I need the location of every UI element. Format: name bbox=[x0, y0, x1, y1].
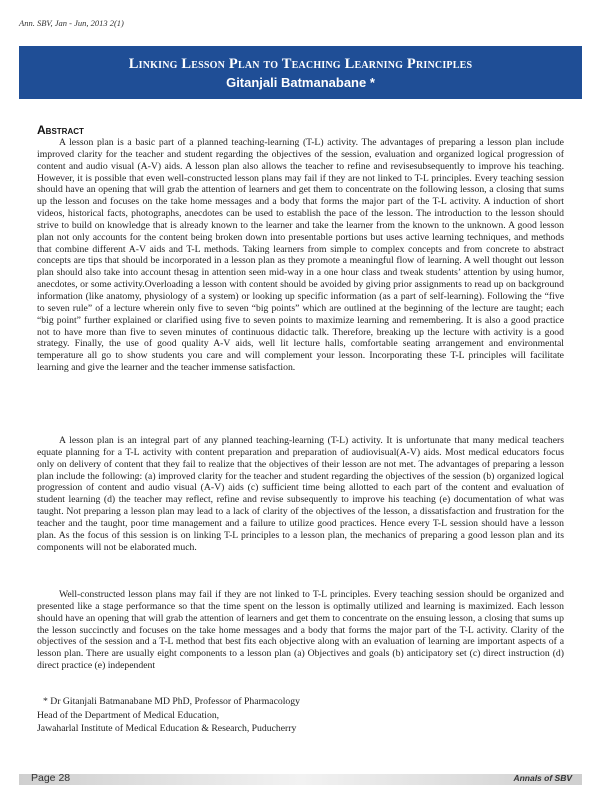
author-name: Gitanjali Batmanabane * bbox=[226, 75, 375, 90]
footnote-line: * Dr Gitanjali Batmanabane MD PhD, Professor of Pharmacology bbox=[43, 696, 300, 707]
author-footnote bbox=[37, 695, 417, 736]
abstract-heading: Abstract bbox=[37, 123, 84, 137]
footer-band bbox=[19, 774, 582, 785]
body-paragraph: A lesson plan is an integral part of any planned teaching-learning (T-L) activity. It is unfortunate that many medical teachers equate planning for a T-L activity with content preparation and preparation of audiovisual(A-V) aids. Most medical educators focus only on delivery of content that they fail to realize that the objectives of their lesson are not met. The advantages of preparing a lesson plan include the following: (a) improved clarity for the teacher and student regarding the objectives of the session (b) organized logical progression of content and audio visual (A-V) aids (c) sufficient time being allotted to each part of the content and evaluation of student learning (d) the teacher may reflect, refine and revise subsequently to improve his teaching (e) documentation of what was taught. Not preparing a lesson plan may lead to a lack of clarity of the objectives of the lesson, a dissatisfaction and frustration for the teacher and the taught, poor time management and a failure to utilize good practices. Hence every T-L session should have a lesson plan. As the focus of this session is on linking T-L principles to a lesson plan, the mechanics of preparing a good lesson plan and its components will not be elaborated much. bbox=[37, 435, 564, 553]
footer-journal-name: Annals of SBV bbox=[513, 773, 572, 783]
title-band bbox=[19, 46, 582, 99]
article-title: Linking Lesson Plan to Teaching Learning Principles bbox=[128, 56, 473, 72]
body-paragraph: Well-constructed lesson plans may fail if they are not linked to T-L principles. Every teaching session should be organized and presented like a stage performance so that the time spent on the lesson is optimally utilized and learning is maximized. Each lesson should have an opening that will grab the attention of learners and get them to concentrate on the ensuing lesson, a closing that sums up the lesson succinctly and focuses on the take home messages and a body that forms the major part of the T-L activity. Clarity of the objectives of the session and a T-L method that best fits each objective along with an evaluation of learning are important aspects of a lesson plan. There are usually eight components to a lesson plan (a) Objectives and goals (b) anticipatory set (c) direct instruction (d) direct practice (e) independent bbox=[37, 589, 564, 672]
abstract-text: A lesson plan is a basic part of a planned teaching-learning (T-L) activity. The advantages of preparing a lesson plan include improved clarity for the teacher and student regarding the objectives of the session, evaluation and organized logical progression of content and audio visual (A-V) aids. A lesson plan also allows the teacher to refine and revisesubsequently to improve his teaching. However, it is possible that even well-constructed lesson plans may fail if they are not linked to T-L principles. Every teaching session should have an opening that will grab the attention of learners and get them to concentrate on the following lesson, a closing that sums up the lesson and focuses on the take home messages and a body that forms the major part of the T-L activity. A induction of short videos, historical facts, photographs, anecdotes can be used to establish the pace of the lesson. The introduction to the lesson should strive to build on knowledge that is already known to the learner and take the learner from the known to the unknown. A good lesson plan not only accounts for the content being broken down into presentable portions but uses active learning techniques, and methods that combine different A-V aids and T-L methods. Taking learners from simple to complex concepts and from concrete to abstract concepts are tips that should be incorporated in a lesson plan as they promote a meaningful flow of learning. A well thought out lesson plan should also take into account thesag in attention seen mid-way in a one hour class and tweak students’ attention by using humor, anecdotes, or some activity.Overloading a lesson with content should be avoided by giving prior assignments to read up on background information (like anatomy, physiology of a system) or looking up specific information (as a part of self-learning). Following the “five to seven rule” of a lecture wherein only five to seven “big points” which are outlined at the beginning of the lecture are taught; each “big point” further explained or clarified using five to seven points to maximize learning and remembering. It is also a good practice not to have more than five to seven minutes of continuous didactic talk. Therefore, breaking up the lecture with activity is a good strategy. Finally, the use of good quality A-V aids, well lit lecture halls, comfortable seating arrangement and environmental temperature all go to show students you care and will complement your lesson. Incorporating these T-L principles will facilitate learning and give the learner and the teacher immense satisfaction. bbox=[37, 137, 564, 374]
page-number: Page 28 bbox=[31, 772, 71, 784]
footnote-line: Jawaharlal Institute of Medical Education & Research, Puducherry bbox=[37, 723, 297, 734]
running-head: Ann. SBV, Jan - Jun, 2013 2(1) bbox=[19, 18, 124, 28]
page-footer bbox=[19, 772, 582, 786]
footnote-line: Head of the Department of Medical Education, bbox=[37, 709, 220, 721]
